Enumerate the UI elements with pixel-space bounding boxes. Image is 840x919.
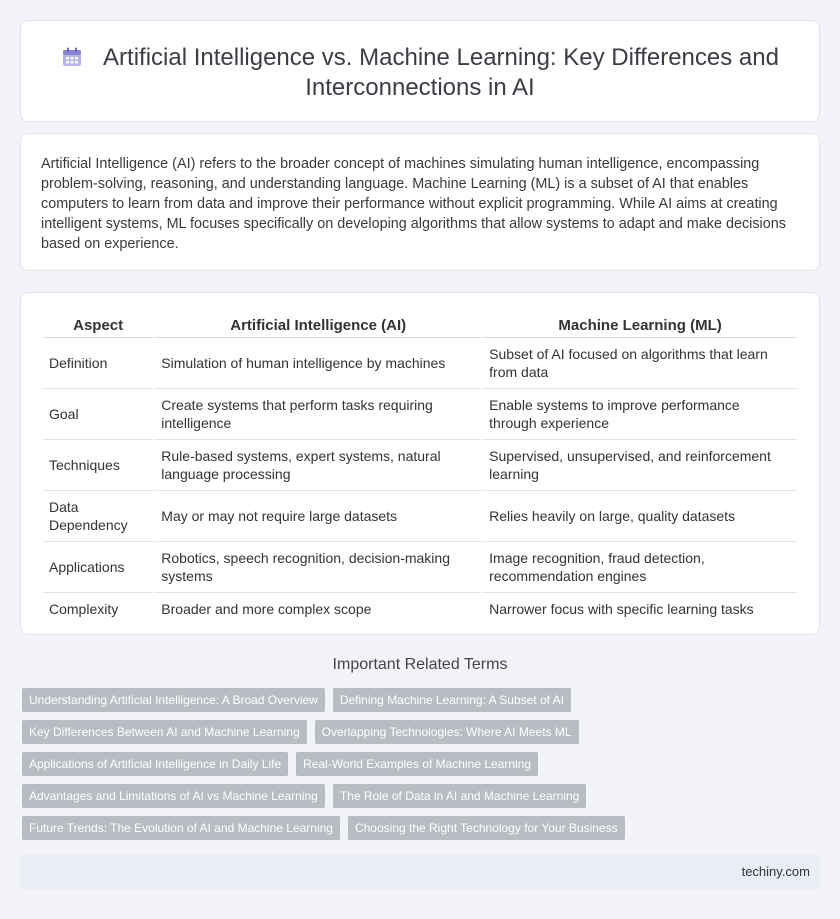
cell-aspect: Definition	[43, 338, 153, 389]
cell-ml: Supervised, unsupervised, and reinforcement learning	[483, 440, 797, 491]
cell-ml: Relies heavily on large, quality datasets	[483, 491, 797, 542]
cell-ml: Image recognition, fraud detection, recommendation engines	[483, 542, 797, 593]
footer-brand[interactable]: techiny.com	[741, 864, 810, 879]
related-term-link[interactable]: Future Trends: The Evolution of AI and Machine Learning	[22, 816, 340, 840]
cell-ml: Enable systems to improve performance through experience	[483, 389, 797, 440]
related-terms-heading: Important Related Terms	[332, 656, 508, 673]
cell-ai: Create systems that perform tasks requiring intelligence	[155, 389, 481, 440]
table-row	[43, 389, 797, 440]
comparison-table	[41, 315, 799, 625]
footer-bar	[20, 855, 820, 889]
cell-aspect: Data Dependency	[43, 491, 153, 542]
cell-ai: Rule-based systems, expert systems, natural language processing	[155, 440, 481, 491]
header-aspect: Aspect	[43, 315, 153, 338]
related-term-link[interactable]: Choosing the Right Technology for Your Business	[348, 816, 625, 840]
table-row	[43, 593, 797, 625]
related-term-link[interactable]: Understanding Artificial Intelligence: A Broad Overview	[22, 688, 325, 712]
cell-ml: Subset of AI focused on algorithms that learn from data	[483, 338, 797, 389]
related-term-link[interactable]: Real-World Examples of Machine Learning	[296, 752, 538, 776]
table-row	[43, 440, 797, 491]
cell-aspect: Applications	[43, 542, 153, 593]
table-header-row	[43, 315, 797, 338]
comparison-card	[20, 292, 820, 635]
cell-aspect: Goal	[43, 389, 153, 440]
related-term-link[interactable]: Overlapping Technologies: Where AI Meets ML	[315, 720, 579, 744]
table-row	[43, 542, 797, 593]
header-ml: Machine Learning (ML)	[483, 315, 797, 338]
cell-ai: May or may not require large datasets	[155, 491, 481, 542]
cell-ai: Robotics, speech recognition, decision-making systems	[155, 542, 481, 593]
related-term-link[interactable]: Defining Machine Learning: A Subset of AI	[333, 688, 571, 712]
table-row	[43, 491, 797, 542]
cell-ai: Broader and more complex scope	[161, 601, 372, 617]
page-title: Artificial Intelligence vs. Machine Learning: Key Differences and Interconnections in AI	[103, 44, 779, 101]
related-term-link[interactable]: The Role of Data in AI and Machine Learning	[333, 784, 586, 808]
calendar-grid-icon	[61, 46, 83, 68]
intro-card	[20, 133, 820, 271]
cell-aspect: Complexity	[49, 601, 119, 617]
cell-aspect: Techniques	[43, 440, 153, 491]
header-card	[20, 20, 820, 122]
page-title-wrap	[21, 43, 819, 103]
related-term-link[interactable]: Applications of Artificial Intelligence in Daily Life	[22, 752, 288, 776]
cell-ml: Narrower focus with specific learning tasks	[489, 601, 754, 617]
related-terms-list	[22, 688, 802, 848]
intro-paragraph: Artificial Intelligence (AI) refers to the broader concept of machines simulating human intelligence, encompassing problem-solving, reasoning, and understanding language. Machine Learning (ML) is a subset of AI that enables computers to learn from data and improve their performance without explicit programming. While AI aims at creating intelligent systems, ML focuses specifically on developing algorithms that allow systems to adapt and make decisions based on experience.	[41, 156, 786, 252]
header-ai: Artificial Intelligence (AI)	[155, 315, 481, 338]
related-term-link[interactable]: Key Differences Between AI and Machine Learning	[22, 720, 307, 744]
related-term-link[interactable]: Advantages and Limitations of AI vs Machine Learning	[22, 784, 325, 808]
cell-ai: Simulation of human intelligence by machines	[155, 338, 481, 389]
table-row	[43, 338, 797, 389]
